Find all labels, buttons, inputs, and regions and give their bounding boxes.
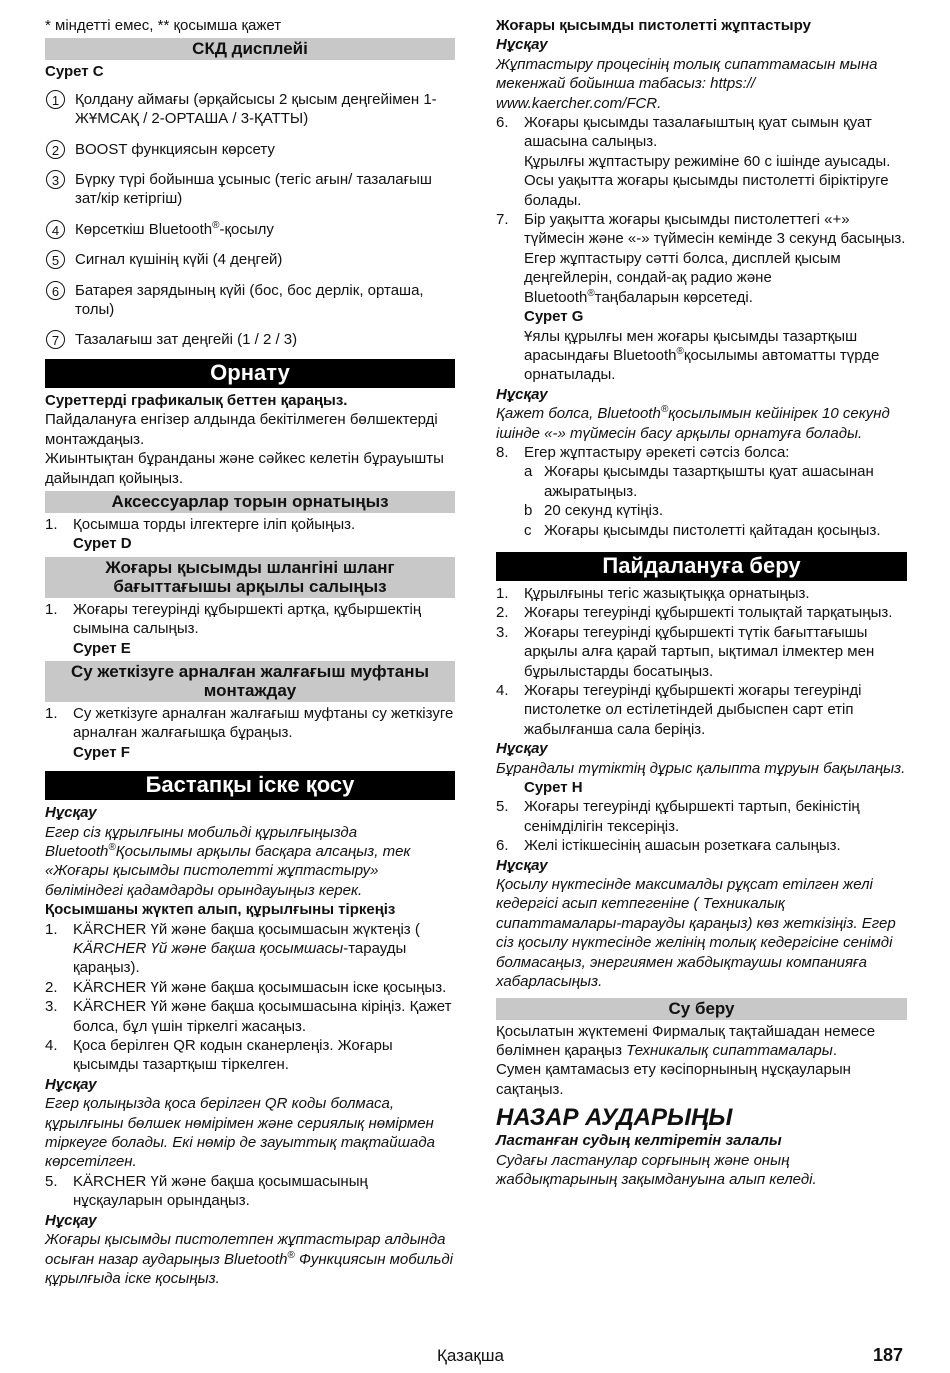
note-text: Егер сіз құрылғыны мобильді құрылғыңызда Bluetooth®Қосылымы арқылы басқара алсаңыз, тек «Жоғары қысымды пистолетті жұптастыру» бөліміндегі қадамдарды орындауыңыз керек. <box>45 823 411 899</box>
figure-ref: Сурет C <box>45 63 104 81</box>
register-heading: Қосымшаны жүктеп алып, құрылғыны тіркеңіз <box>45 901 396 919</box>
list-item <box>45 330 455 349</box>
pairing-heading: Жоғары қысымды пистолетті жұптастыру <box>496 17 811 34</box>
list-item: 3. KÄRCHER Үй және бақша қосымшасына кіріңіз. Қажет болса, бұл үшін тіркелгі жасаңыз. <box>45 998 452 1035</box>
list-item-text: Сигнал күшінің күйі (4 деңгей) <box>75 251 283 269</box>
sub-list-item: a Жоғары қысымды тазартқышты қуат ашасынан ажыратыңыз. <box>524 463 874 500</box>
list-item: 1. Жоғары тегеурінді құбыршекті артқа, құбыршектің сымына салыңыз. <box>45 600 422 638</box>
list-item: 3. Жоғары тегеурінді құбыршекті түтік бағыттағышы арқылы алға қарай тартып, ықтимал ілмектер мен бұрылыстарды босатыңыз. <box>496 623 875 680</box>
list-item-text: Батарея зарядының күйі (бос, бос дерлік, орташа, толы) <box>75 281 424 319</box>
list-item: 1. Құрылғыны тегіс жазықтыққа орнатыңыз. <box>496 584 810 602</box>
water-paragraph: Қосылатын жүктемені Фирмалық тақтайшадан немесе бөлімнен қараңыз Техникалық сипаттамалары. <box>496 1022 876 1059</box>
circled-number: 6 <box>46 281 65 300</box>
list-item: 6. Желі істікшесінің ашасын розеткаға салыңыз. <box>496 837 841 855</box>
list-item-text: Қолдану аймағы (әрқайсысы 2 қысым деңгейімен 1-ЖҰМСАҚ / 2-ОРТАША / 3-ҚАТТЫ) <box>75 90 437 128</box>
startup-chapter-title: Бастапқы іске қосу <box>45 771 455 800</box>
list-item: 8. Егер жұптастыру әрекеті сәтсіз болса: <box>496 443 790 461</box>
lcd-section-title: СКД дисплейі <box>45 38 455 60</box>
warning-subtitle: Ластанған судың келтіретін залалы <box>496 1132 782 1150</box>
install-paragraph: Пайдалануға енгізер алдында бекітілмеген бөлшектерді монтаждаңыз. <box>45 411 438 448</box>
list-item: 2. KÄRCHER Үй және бақша қосымшасын іске қосыңыз. <box>45 978 447 996</box>
list-item: 6. Жоғары қысымды тазалағыштың қуат сымын қуат ашасына салыңыз. <box>496 114 872 151</box>
note-text: Қосылу нүктесінде максималды рұқсат етілген желі кедергісі асып кетпегеніне ( Техникалық сипаттамалары-тарауды қараңыз) көз жеткізіңіз. Егер сіз қосылу нүктесінде желінің толық кедергісіне сенімді болмасаңыз, энергиямен жабдықтаушы компанияға хабарласыңыз. <box>496 876 896 991</box>
list-item <box>45 250 455 269</box>
figure-ref: Сурет G <box>524 308 584 326</box>
footer-language: Қазақша <box>437 1346 504 1365</box>
list-item-continuation: Ұялы құрылғы мен жоғары қысымды тазартқыш арасындағы Bluetooth®қосылымы автоматты түрде орнатылады. <box>524 327 880 384</box>
circled-number: 7 <box>46 330 65 349</box>
note-label: Нұсқау <box>496 385 548 403</box>
list-item: 1. Қосымша торды ілгектерге іліп қойыңыз. <box>45 515 356 533</box>
note-label: Нұсқау <box>496 740 548 758</box>
footnote-legend: * міндетті емес, ** қосымша қажет <box>45 17 282 34</box>
list-item: 4. Қоса берілген QR кодын сканерлеңіз. Жоғары қысымды тазартқыш тіркелген. <box>45 1037 393 1074</box>
list-item-text: Бүрку түрі бойынша ұсыныс (тегіс ағын/ тазалағыш зат/кір кетіргіш) <box>75 171 432 208</box>
list-item-continuation: Құрылғы жұптастыру режиміне 60 с ішінде ауысады. Осы уақытта жоғары қысымды пистолетті біріктіруге болады. <box>524 152 891 209</box>
note-text: Егер қолыңызда қоса берілген QR коды болмаса, құрылғыны бөлшек нөмірімен және сериялық нөмірмен тіркеуге болады. Екі нөмір де зауыттық тақтайшада көрсетілген. <box>45 1095 436 1171</box>
list-item: 1. KÄRCHER Үй және бақша қосымшасын жүктеңіз ( KÄRCHER Үй және бақша қосымшасы-тарауды қараңыз). <box>45 920 420 977</box>
list-item: 4. Жоғары тегеурінді құбыршекті жоғары тегеурінді пистолетке ол естілетіндей дыбыспен сарт етіп жабылғанша сала беріңіз. <box>496 682 862 738</box>
list-item-continuation: Егер жұптастыру сәтті болса, дисплей қысым деңгейлерін, сондай-ақ радио және Bluetooth®таңбаларын көрсетеді. <box>524 249 841 306</box>
note-label: Нұсқау <box>45 1211 97 1229</box>
note-label: Нұсқау <box>496 36 548 54</box>
warning-text: Судағы ластанулар сорғының және оның жабдықтарының зақымдануына алып келеді. <box>496 1151 817 1188</box>
left-column <box>45 16 455 1288</box>
operation-chapter-title: Пайдалануға беру <box>496 552 907 581</box>
accessory-section-title: Аксессуарлар торын орнатыңыз <box>45 491 455 513</box>
figure-ref: Сурет D <box>73 535 132 553</box>
circled-number: 1 <box>46 90 65 109</box>
list-item <box>45 170 455 209</box>
note-label: Нұсқау <box>45 804 97 822</box>
circled-number: 4 <box>46 220 65 239</box>
note-text: Жоғары қысымды пистолетпен жұптастырар алдында осыған назар аударыңыз Bluetooth® Функциясын мобильді құрылғыда іске қосыңыз. <box>45 1231 453 1287</box>
water-coupling-section-title: Су жеткізуге арналған жалғағыш муфтаны монтаждау <box>45 661 455 702</box>
figure-ref: Сурет F <box>73 743 130 761</box>
install-chapter-title: Орнату <box>45 359 455 388</box>
note-text: Жұптастыру процесінің толық сипаттамасын мына мекенжай бойынша табасыз: https:// www.kaercher.com/FCR. <box>496 55 878 112</box>
figure-ref: Сурет E <box>73 639 131 657</box>
list-item <box>45 90 455 129</box>
lcd-legend-list <box>45 90 455 350</box>
list-item: 5. Жоғары тегеурінді құбыршекті тартып, бекіністің сенімділігін тексеріңіз. <box>496 798 860 835</box>
right-column <box>496 16 907 1189</box>
list-item: 5. KÄRCHER Үй және бақша қосымшасының нұсқауларын орындаңыз. <box>45 1172 368 1210</box>
install-instruction: Суреттерді графикалық беттен қараңыз. <box>45 391 348 409</box>
circled-number: 2 <box>46 140 65 159</box>
sub-list-item: b 20 секунд күтіңіз. <box>524 502 664 520</box>
list-item-text: BOOST функциясын көрсету <box>75 140 275 158</box>
warning-title: НАЗАР АУДАРЫҢЫ <box>496 1104 733 1132</box>
note-text: Қажет болса, Bluetooth®қосылымын кейінірек 10 секунд ішінде «-» түймесін басу арқылы орнатуға болады. <box>496 404 890 442</box>
circled-number: 5 <box>46 250 65 269</box>
note-label: Нұсқау <box>496 856 548 874</box>
list-item <box>45 220 455 239</box>
list-item-text: Тазалағыш зат деңгейі (1 / 2 / 3) <box>75 331 298 349</box>
list-item-text: Көрсеткіш Bluetooth®-қосылу <box>75 219 274 238</box>
water-supply-section-title: Су беру <box>496 998 907 1020</box>
sub-list-item: c Жоғары қысымды пистолетті қайтадан қосыңыз. <box>524 521 881 539</box>
list-item <box>45 140 455 159</box>
list-item: 2. Жоғары тегеурінді құбыршекті толықтай тарқатыңыз. <box>496 604 893 622</box>
figure-ref: Сурет H <box>524 779 583 797</box>
note-label: Нұсқау <box>45 1075 97 1093</box>
list-item: 7. Бір уақытта жоғары қысымды пистолеттегі «+» түймесін және «-» түймесін кемінде 3 секунд басыңыз. <box>496 211 906 248</box>
water-paragraph: Сумен қамтамасыз ету кәсіпорнының нұсқауларын сақтаңыз. <box>496 1061 851 1098</box>
hose-section-title: Жоғары қысымды шлангіні шланг бағыттағышы арқылы салыңыз <box>45 557 455 598</box>
note-text: Бұрандалы түтіктің дұрыс қалыпта тұруын бақылаңыз. <box>496 759 906 777</box>
circled-number: 3 <box>46 170 65 189</box>
page-number: 187 <box>873 1345 904 1365</box>
list-item <box>45 281 455 320</box>
list-item: 1. Су жеткізуге арналған жалғағыш муфтаны су жеткізуге арналған жалғағышқа бұраңыз. <box>45 704 454 742</box>
install-paragraph: Жиынтықтан бұранданы және сәйкес келетін бұрауышты дайындап қойыңыз. <box>45 450 444 487</box>
